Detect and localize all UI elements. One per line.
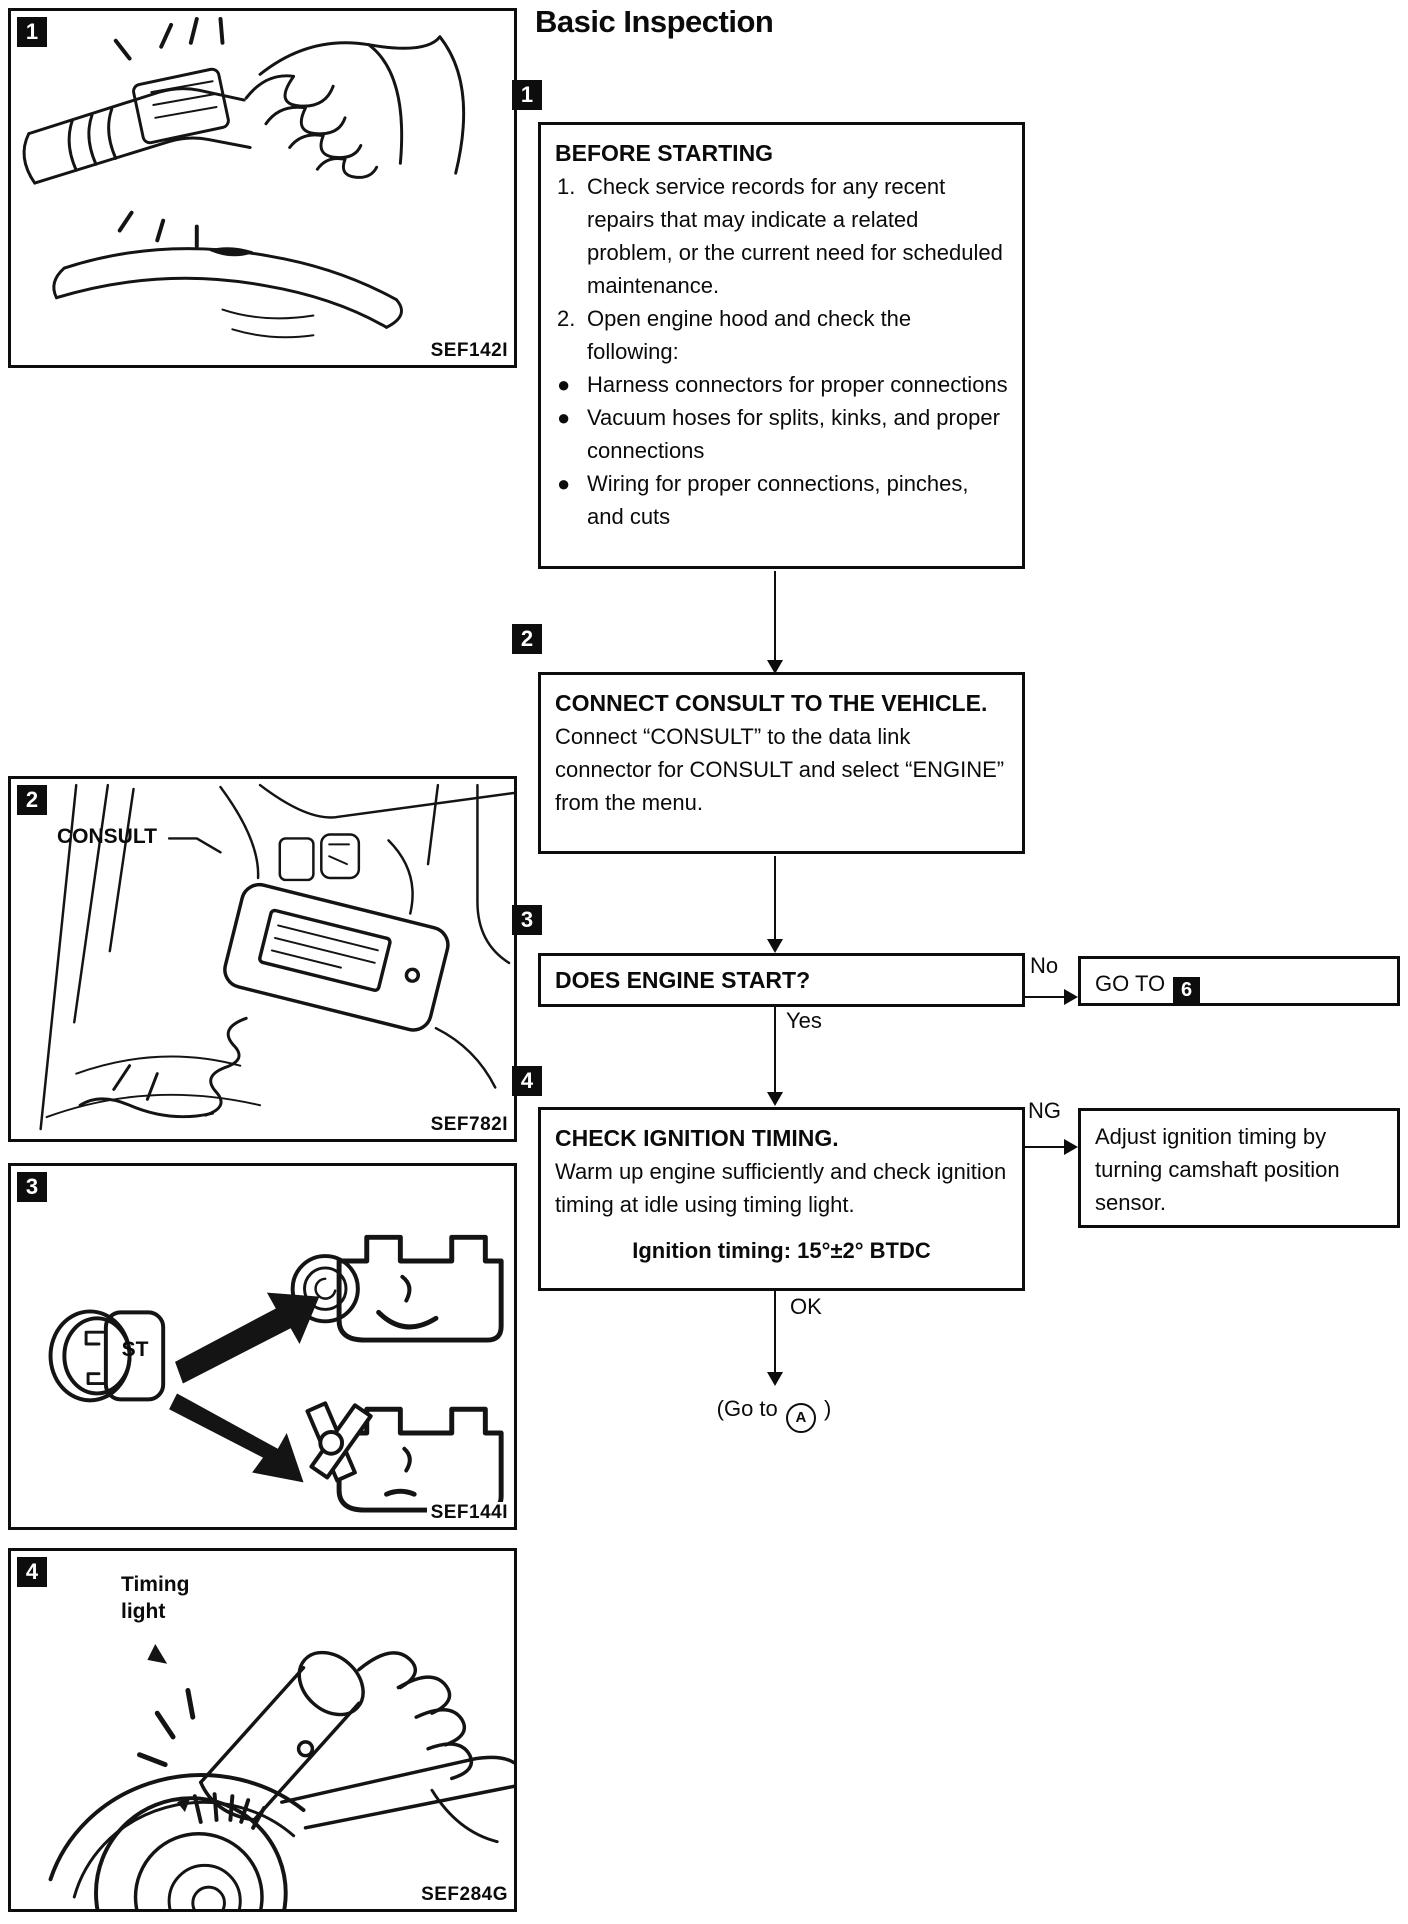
flow-connector-1-2 (774, 571, 776, 663)
flow-box-before-starting (538, 122, 1025, 569)
checklist-item-text: Wiring for proper connections, pinches, and cuts (587, 471, 969, 529)
flow-box-goto-6 (1078, 956, 1400, 1006)
arrowhead-down-icon (767, 1372, 783, 1386)
list-marker: 2. (557, 306, 576, 331)
harness-inspection-illustration (11, 11, 514, 365)
figure-panel-4 (8, 1548, 517, 1912)
timing-light-illustration (11, 1551, 514, 1909)
figure-panel-3 (8, 1163, 517, 1530)
step-badge-1: 1 (512, 80, 542, 110)
flow-box-body: Adjust ignition timing by turning camshaft position sensor. (1095, 1124, 1340, 1215)
arrowhead-down-icon (767, 1092, 783, 1106)
panel-number-badge: 4 (17, 1557, 47, 1587)
flow-box-connect-consult (538, 672, 1025, 854)
arrowhead-right-icon (1064, 989, 1078, 1005)
bullet-marker: ● (557, 471, 571, 496)
flow-box-does-engine-start (538, 953, 1025, 1007)
bullet-marker: ● (557, 405, 571, 430)
panel-number-badge: 3 (17, 1172, 47, 1202)
goto-a-label (538, 1396, 1010, 1433)
goto-a-prefix: (Go to (716, 1396, 778, 1421)
goto-text: GO TO (1095, 971, 1166, 996)
flow-connector-2-3 (774, 856, 776, 942)
checklist-item (555, 368, 1008, 401)
flow-box-adjust-ignition-timing (1078, 1108, 1400, 1228)
arrowhead-down-icon (767, 939, 783, 953)
arrowhead-right-icon (1064, 1139, 1078, 1155)
step-badge-3: 3 (512, 905, 542, 935)
panel-number-badge: 1 (17, 17, 47, 47)
branch-label-ng: NG (1028, 1098, 1061, 1123)
figure-panel-1 (8, 8, 517, 368)
flow-box-title: DOES ENGINE START? (555, 967, 811, 993)
checklist-item (555, 302, 1008, 368)
page-title: Basic Inspection (535, 4, 774, 39)
figure-panel-2 (8, 776, 517, 1142)
flow-box-title: CHECK IGNITION TIMING. (555, 1125, 839, 1151)
flow-box-body: Connect “CONSULT” to the data link connector for CONSULT and select “ENGINE” from the menu. (555, 724, 1005, 815)
flow-connector-3-4 (774, 1007, 776, 1095)
consult-callout-label: CONSULT (57, 825, 157, 848)
flow-connector-ng (1025, 1146, 1067, 1148)
figure-code: SEF144I (427, 1502, 508, 1524)
circled-a-reference: A (786, 1403, 816, 1433)
flow-connector-no (1025, 996, 1067, 998)
checklist-item-text: Check service records for any recent repairs that may indicate a related problem, or the current need for scheduled maintenance. (587, 174, 1003, 298)
goto-step-badge: 6 (1173, 977, 1200, 1004)
flow-box-body: Warm up engine sufficiently and check ignition timing at idle using timing light. (555, 1159, 1007, 1217)
checklist-item (555, 401, 1008, 467)
ignition-key-label: ST (121, 1338, 149, 1361)
checklist-item-text: Harness connectors for proper connections (587, 372, 1008, 397)
bullet-marker: ● (557, 372, 571, 397)
start-engine-illustration (11, 1166, 514, 1527)
branch-label-no: No (1030, 953, 1059, 978)
checklist-item (555, 170, 1008, 302)
flow-box-title: CONNECT CONSULT TO THE VEHICLE. (555, 690, 988, 716)
step-badge-2: 2 (512, 624, 542, 654)
figure-code: SEF284G (417, 1884, 508, 1906)
flow-connector-end (774, 1291, 776, 1375)
flow-box-title: BEFORE STARTING (555, 140, 774, 166)
flow-box-check-ignition-timing (538, 1107, 1025, 1291)
timing-light-callout-label: Timing light (121, 1573, 190, 1623)
figure-code: SEF142I (427, 340, 508, 362)
checklist-item (555, 467, 1008, 533)
branch-label-ok: OK (790, 1294, 822, 1319)
panel-number-badge: 2 (17, 785, 47, 815)
ignition-timing-spec: Ignition timing: 15°±2° BTDC (632, 1238, 931, 1263)
figure-code: SEF782I (427, 1114, 508, 1136)
branch-label-yes: Yes (786, 1008, 822, 1033)
goto-a-suffix: ) (824, 1396, 832, 1421)
checklist-item-text: Open engine hood and check the following: (587, 306, 912, 364)
list-marker: 1. (557, 174, 576, 199)
checklist-item-text: Vacuum hoses for splits, kinks, and proper connections (587, 405, 1000, 463)
step-badge-4: 4 (512, 1066, 542, 1096)
